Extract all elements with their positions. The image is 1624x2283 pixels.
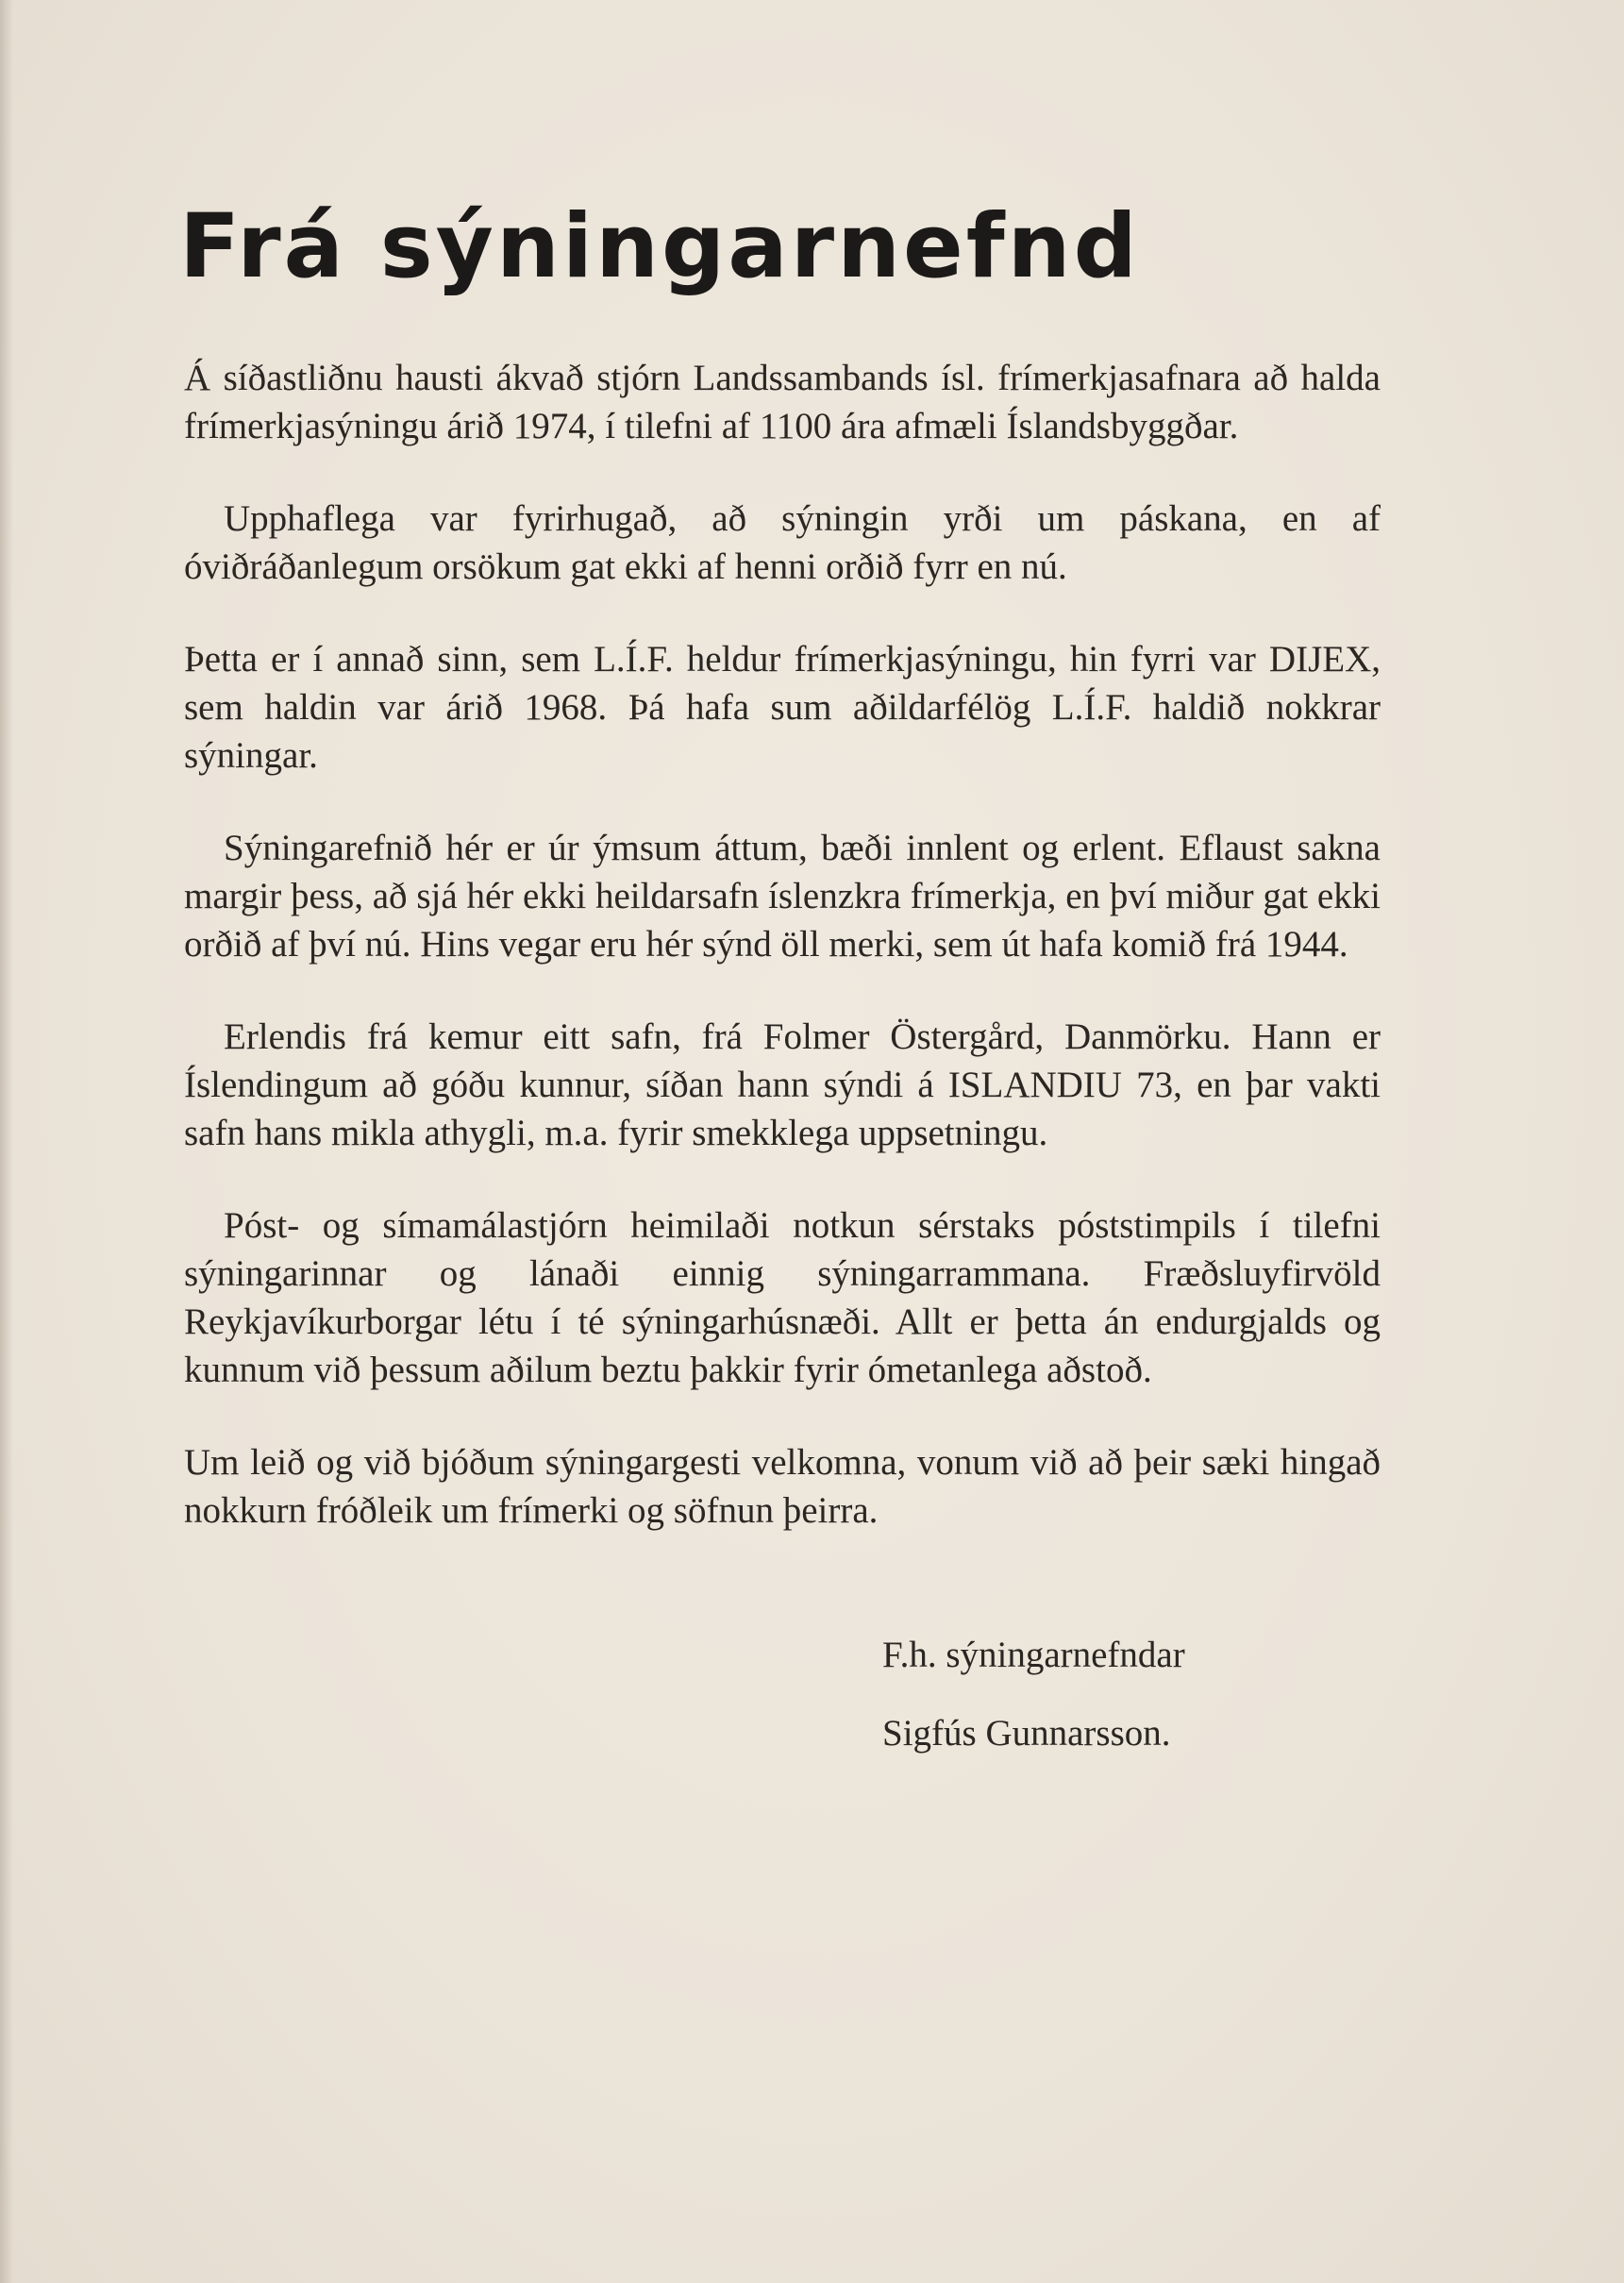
- signature-line-1: F.h. sýningarnefndar: [882, 1635, 1185, 1675]
- paragraph-7: Um leið og við bjóðum sýningargesti velkomna, vonum við að þeir sæki hingað nokkurn fróðleik um frímerki og söfnun þeirra.: [184, 1442, 1381, 1531]
- paragraph-6: Póst- og símamálastjórn heimilaði notkun sérstaks póststimpils í tilefni sýningarinnar og lánaði einnig sýningarrammana. Fræðsluyfirvöld Reykjavíkurborgar létu í té sýningarhúsnæði. Allt er þetta án endurgjalds og kunnum við þessum aðilum beztu þakkir fyrir ómetanlega aðstoð.: [184, 1205, 1381, 1390]
- paragraph-4: Sýningarefnið hér er úr ýmsum áttum, bæði innlent og erlent. Eflaust sakna margir þess, að sjá hér ekki heildarsafn íslenzkra frímerkja, en því miður gat ekki orðið af því nú. Hins vegar eru hér sýnd öll merki, sem út hafa komið frá 1944.: [184, 828, 1381, 965]
- paragraph-1: Á síðastliðnu hausti ákvað stjórn Landssambands ísl. frímerkjasafnara að halda frímerkjasýningu árið 1974, í tilefni af 1100 ára afmæli Íslandsbyggðar.: [184, 358, 1381, 446]
- page-title: Frá sýningarnefnd: [179, 195, 1140, 298]
- paragraph-2: Upphaflega var fyrirhugað, að sýningin yrði um páskana, en af óviðráðanlegum orsökum gat ekki af henni orðið fyrr en nú.: [184, 498, 1381, 587]
- paragraph-3: Þetta er í annað sinn, sem L.Í.F. heldur frímerkjasýningu, hin fyrri var DIJEX, sem haldin var árið 1968. Þá hafa sum aðildarfélög L.Í.F. haldið nokkrar sýningar.: [184, 639, 1381, 776]
- paragraph-5: Erlendis frá kemur eitt safn, frá Folmer Östergård, Danmörku. Hann er Íslendingum að góðu kunnur, síðan hann sýndi á ISLANDIU 73, en þar vakti safn hans mikla athygli, m.a. fyrir smekklega uppsetningu.: [184, 1016, 1381, 1153]
- body-text: [184, 354, 1381, 1579]
- signature-block: [882, 1631, 1185, 1788]
- page-edge-shadow: [0, 0, 13, 2283]
- signature-name: Sigfús Gunnarsson.: [882, 1713, 1171, 1754]
